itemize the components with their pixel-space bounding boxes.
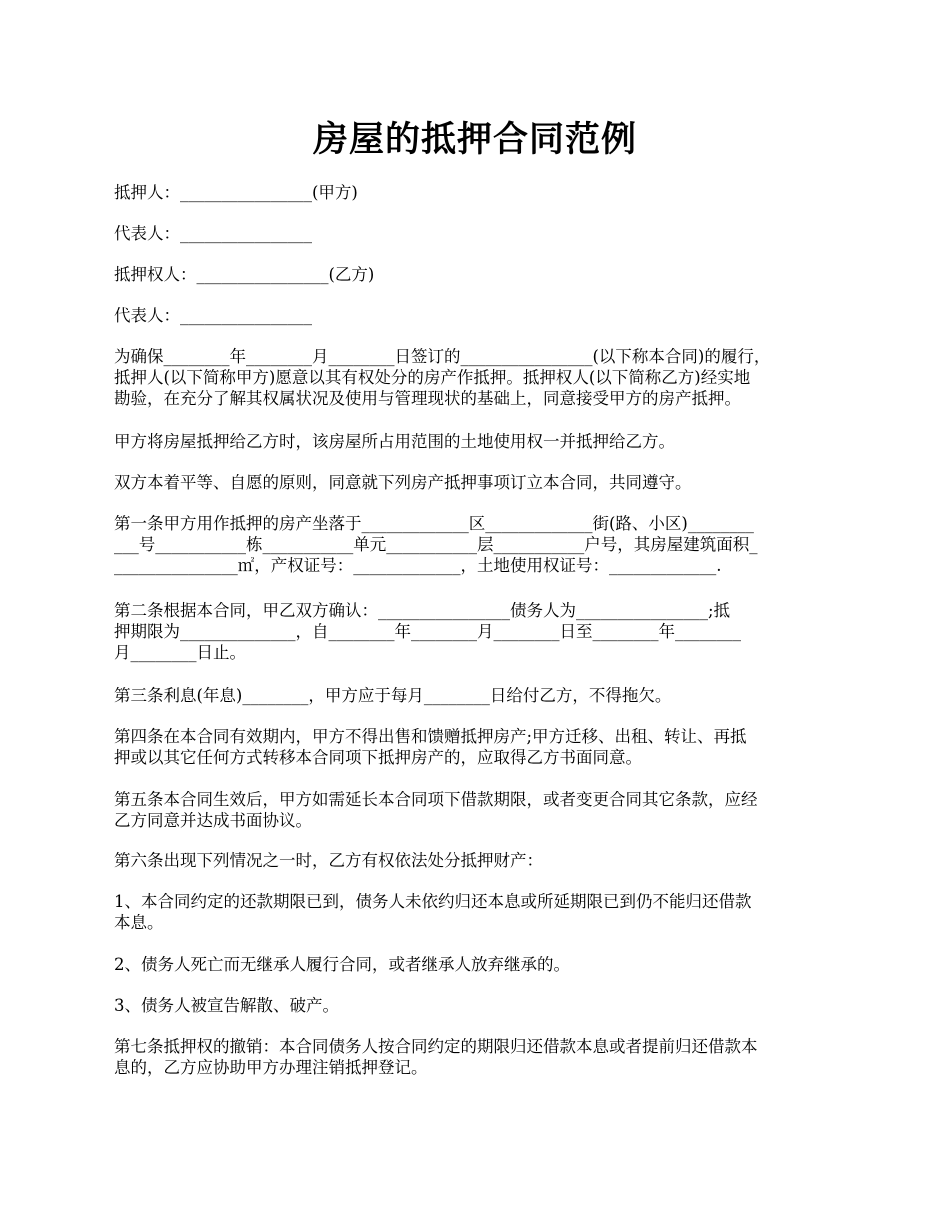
text-line: 2、债务人死亡而无继承人履行合同，或者继承人放弃继承的。 <box>114 955 570 974</box>
text-line: 代表人：________________ <box>114 224 312 243</box>
text-line: 1、本合同约定的还款期限已到，债务人未依约归还本息或所延期限已到仍不能归还借款 <box>114 892 752 911</box>
list-item-2 <box>114 954 842 975</box>
article-7-paragraph <box>114 1036 842 1078</box>
article-1-paragraph <box>114 513 842 576</box>
article-3-paragraph <box>114 685 842 706</box>
text-line: 乙方同意并达成书面协议。 <box>114 811 312 830</box>
mortgagor-representative-line <box>114 223 842 244</box>
article-6-paragraph <box>114 850 842 871</box>
text-line: 第四条在本合同有效期内，甲方不得出售和馈赠抵押房产;甲方迁移、出租、转让、再抵 <box>114 727 747 746</box>
text-line: 为确保________年________月________日签订的________________(以下称本合同)的履行， <box>114 347 771 366</box>
mortgagor-line <box>114 182 842 203</box>
text-line: 勘验，在充分了解其权属状况及使用与管理现状的基础上，同意接受甲方的房产抵押。 <box>114 389 741 408</box>
document-title: 房屋的抵押合同范例 <box>312 119 637 160</box>
text-line: 抵押人(以下简称甲方)愿意以其有权处分的房产作抵押。抵押权人(以下简称乙方)经实地 <box>114 368 751 387</box>
text-line: 第三条利息(年息)________，甲方应于每月________日给付乙方，不得拖欠。 <box>114 686 672 705</box>
article-5-paragraph <box>114 789 842 831</box>
text-line: 第七条抵押权的撤销：本合同债务人按合同约定的期限归还借款本息或者提前归还借款本 <box>114 1037 758 1056</box>
text-line: 本息。 <box>114 913 164 932</box>
text-line: 月________日止。 <box>114 643 246 662</box>
text-line: 押或以其它任何方式转移本合同项下抵押房产的，应取得乙方书面同意。 <box>114 748 642 767</box>
mortgagee-representative-line <box>114 305 842 326</box>
text-line: 押期限为______________，自________年________月________日至________年________ <box>114 622 741 641</box>
preamble-paragraph <box>114 346 842 409</box>
land-use-paragraph <box>114 431 842 452</box>
text-line: 第五条本合同生效后，甲方如需延长本合同项下借款期限，或者变更合同其它条款，应经 <box>114 790 758 809</box>
text-line: ___号___________栋___________单元___________层___________户号，其房屋建筑面积_ <box>114 535 758 554</box>
text-line: 3、债务人被宣告解散、破产。 <box>114 996 339 1015</box>
text-line: 息的，乙方应协助甲方办理注销抵押登记。 <box>114 1058 428 1077</box>
text-line: 第二条根据本合同，甲乙双方确认：________________债务人为________________;抵 <box>114 601 731 620</box>
article-4-paragraph <box>114 726 842 768</box>
text-line: 甲方将房屋抵押给乙方时，该房屋所占用范围的土地使用权一并抵押给乙方。 <box>114 432 675 451</box>
text-line: 第六条出现下列情况之一时，乙方有权依法处分抵押财产： <box>114 851 543 870</box>
text-line: 抵押权人：________________(乙方) <box>114 265 375 284</box>
article-2-paragraph <box>114 600 842 663</box>
text-line: 抵押人：________________(甲方) <box>114 183 358 202</box>
list-item-3 <box>114 995 842 1016</box>
text-line: 第一条甲方用作抵押的房产坐落于_____________区_____________街(路、小区)________ <box>114 514 754 533</box>
list-item-1 <box>114 891 842 933</box>
principle-paragraph <box>114 472 842 493</box>
text-line: 双方本着平等、自愿的原则，同意就下列房产抵押事项订立本合同，共同遵守。 <box>114 473 692 492</box>
text-line: 代表人：________________ <box>114 306 312 325</box>
text-line: _______________㎡，产权证号：_____________，土地使用权证号：_____________. <box>114 556 722 575</box>
mortgagee-line <box>114 264 842 285</box>
